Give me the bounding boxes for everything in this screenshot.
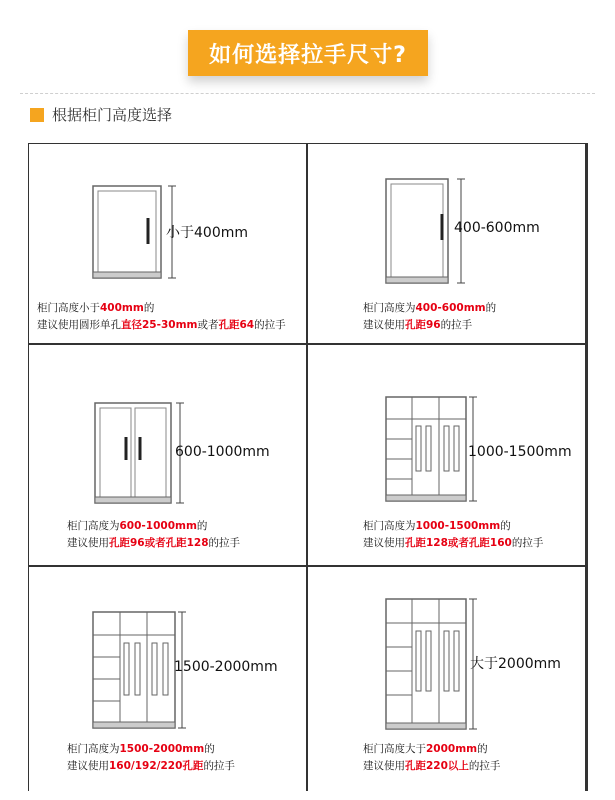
height-label: 400-600mm	[454, 220, 540, 236]
card-1000-1500	[308, 345, 585, 565]
card-description: 柜门高度为600-1000mm的 建议使用孔距96或者孔距128的拉手	[67, 520, 241, 549]
card-description: 柜门高度为1500-2000mm的 建议使用160/192/220孔距的拉手	[67, 743, 235, 772]
card-description: 柜门高度为400-600mm的 建议使用孔距96的拉手	[363, 302, 497, 331]
section-marker-icon	[30, 108, 44, 122]
card-over-2000	[308, 567, 585, 792]
card-600-1000	[29, 345, 306, 565]
card-description: 柜门高度为1000-1500mm的 建议使用孔距128或者孔距160的拉手	[363, 520, 544, 549]
height-label: 1500-2000mm	[174, 659, 278, 675]
height-label: 1000-1500mm	[468, 444, 572, 460]
section-header	[30, 104, 172, 125]
height-label: 600-1000mm	[175, 444, 270, 460]
section-title: 根据柜门高度选择	[52, 106, 173, 124]
height-label: 小于400mm	[166, 225, 248, 241]
divider	[20, 93, 595, 94]
card-1500-2000	[29, 567, 306, 792]
card-description: 柜门高度大于2000mm的 建议使用孔距220以上的拉手	[363, 743, 501, 772]
page-title: 如何选择拉手尺寸?	[209, 42, 407, 68]
card-description: 柜门高度小于400mm的 建议使用圆形单孔直径25-30mm或者孔距64的拉手	[37, 302, 286, 331]
height-label: 大于2000mm	[470, 656, 561, 672]
page-title-banner	[188, 30, 428, 76]
handle-size-grid	[28, 143, 588, 791]
card-under-400	[29, 144, 306, 343]
card-400-600	[308, 144, 585, 343]
